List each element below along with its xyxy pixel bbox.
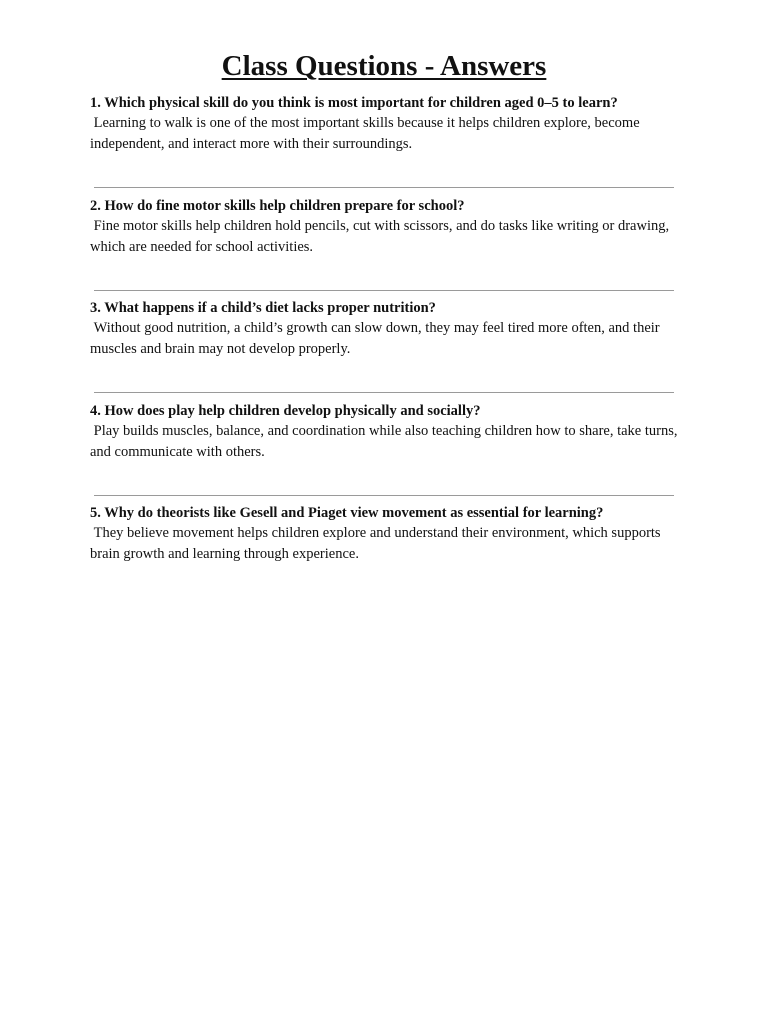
question-3: 3. What happens if a child’s diet lacks proper nutrition? — [90, 300, 436, 316]
answer-3: Without good nutrition, a child’s growth can slow down, they may feel tired more often, and their muscles and brain may not develop properly. — [90, 320, 664, 357]
answer-4: Play builds muscles, balance, and coordination while also teaching children how to share, take turns, and communicate with others. — [90, 423, 682, 460]
question-2: 2. How do fine motor skills help children prepare for school? — [90, 198, 465, 214]
divider-line — [94, 187, 674, 188]
question-4: 4. How does play help children develop physically and socially? — [90, 403, 481, 419]
qa-item-4 — [90, 401, 680, 462]
divider-line — [94, 392, 674, 393]
answer-1: Learning to walk is one of the most important skills because it helps children explore, become independent, and interact more with their surroundings. — [90, 115, 644, 152]
divider-line — [94, 495, 674, 496]
qa-item-3 — [90, 298, 680, 359]
qa-item-5 — [90, 503, 680, 564]
qa-item-2 — [90, 196, 680, 257]
page-title: Class Questions - Answers — [221, 50, 547, 82]
answer-5: They believe movement helps children explore and understand their environment, which supports brain growth and learning through experience. — [90, 525, 665, 562]
qa-item-1 — [90, 93, 680, 154]
question-5: 5. Why do theorists like Gesell and Piaget view movement as essential for learning? — [90, 505, 604, 521]
question-1: 1. Which physical skill do you think is most important for children aged 0–5 to learn? — [90, 95, 618, 111]
divider-line — [94, 290, 674, 291]
answer-2: Fine motor skills help children hold pencils, cut with scissors, and do tasks like writing or drawing, which are needed for school activities. — [90, 218, 673, 255]
